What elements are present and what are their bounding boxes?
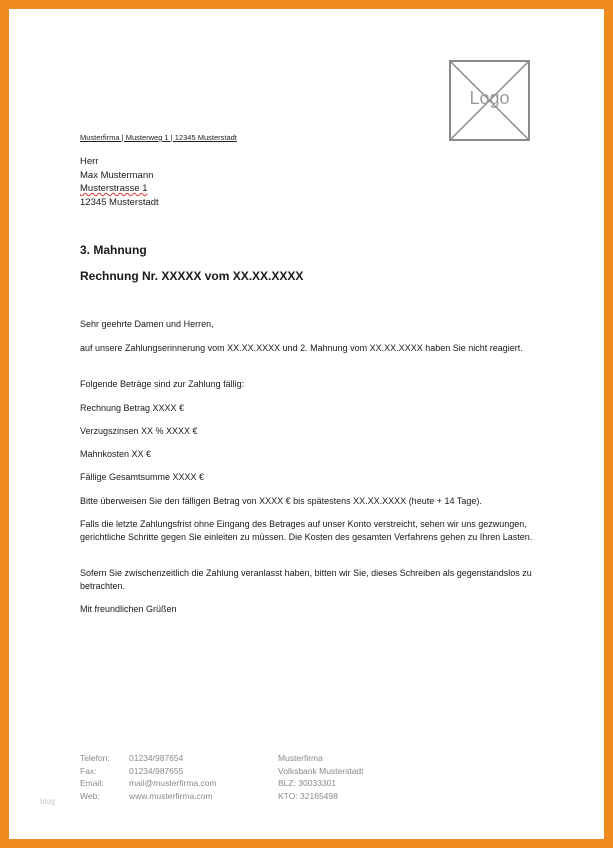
- footer-value: 01234/987655: [129, 765, 184, 776]
- recipient-address: [80, 155, 159, 209]
- paragraph-reminder: auf unsere Zahlungserinnerung vom XX.XX.XXXX und 2. Mahnung vom XX.XX.XXXX haben Sie nicht reagiert.: [80, 343, 523, 353]
- footer-contact-row: [80, 752, 217, 765]
- recipient-name: Max Mustermann: [80, 169, 154, 181]
- footer-value: 01234/987654: [129, 753, 184, 763]
- footer-contact-row: [80, 765, 217, 778]
- footer-value: www.musterfirma.com: [129, 790, 213, 801]
- footer-bank-line: BLZ: 30033301: [278, 778, 337, 788]
- line-interest: Verzugszinsen XX % XXXX €: [80, 426, 198, 436]
- sender-line: Musterfirma | Musterweg 1 | 12345 Musterstadt: [80, 133, 237, 142]
- paragraph-due: Folgende Beträge sind zur Zahlung fällig:: [80, 379, 245, 389]
- footer-bank-line: KTO: 32165498: [278, 790, 338, 801]
- footer-label: Web:: [80, 790, 100, 801]
- footer-label: Fax:: [80, 765, 97, 776]
- footer-label: Email:: [80, 778, 104, 788]
- letter-subject: Rechnung Nr. XXXXX vom XX.XX.XXXX: [80, 269, 304, 283]
- line-amount: Rechnung Betrag XXXX €: [80, 403, 185, 413]
- footer-value: mail@musterfirma.com: [129, 778, 217, 788]
- footer-bank-line: Volksbank Musterstadt: [278, 765, 364, 776]
- footer-bank: [278, 752, 364, 802]
- footer-contact-row: [80, 790, 217, 803]
- recipient-street: Musterstrasse 1: [80, 183, 148, 194]
- footer-bank-line: Musterfirma: [278, 753, 323, 763]
- paragraph-payment: Bitte überweisen Sie den fälligen Betrag von XXXX € bis spätestens XX.XX.XXXX (heute + 14 Tage).: [80, 496, 482, 506]
- closing: Mit freundlichen Grüßen: [80, 604, 177, 614]
- footer-label: Telefon:: [80, 753, 110, 763]
- line-fees: Mahnkosten XX €: [80, 449, 152, 459]
- logo-placeholder: [449, 60, 530, 141]
- line-total: Fällige Gesamtsumme XXXX €: [80, 472, 205, 482]
- letter-heading: 3. Mahnung: [80, 243, 147, 257]
- footer-contact-row: [80, 777, 217, 790]
- recipient-salutation: Herr: [80, 156, 99, 167]
- letter-page: [9, 9, 604, 839]
- paragraph-legal: Falls die letzte Zahlungsfrist ohne Eingang des Betrages auf unser Konto verstreicht, sehen wir uns gezwungen, gerichtliche Schritte gegen Sie einleiten zu müssen. Die Kosten des gesamten Verfahrens gehen zu Ihren Lasten.: [80, 519, 533, 542]
- recipient-city: 12345 Musterstadt: [80, 196, 159, 208]
- watermark: blog: [40, 797, 56, 806]
- greeting: Sehr geehrte Damen und Herren,: [80, 319, 214, 329]
- logo-text: Logo: [469, 88, 510, 108]
- paragraph-ignore: Sofern Sie zwischenzeitlich die Zahlung veranlasst haben, bitten wir Sie, dieses Schreiben als gegenstandslos zu betrachten.: [80, 568, 532, 591]
- footer-contact: [80, 752, 217, 802]
